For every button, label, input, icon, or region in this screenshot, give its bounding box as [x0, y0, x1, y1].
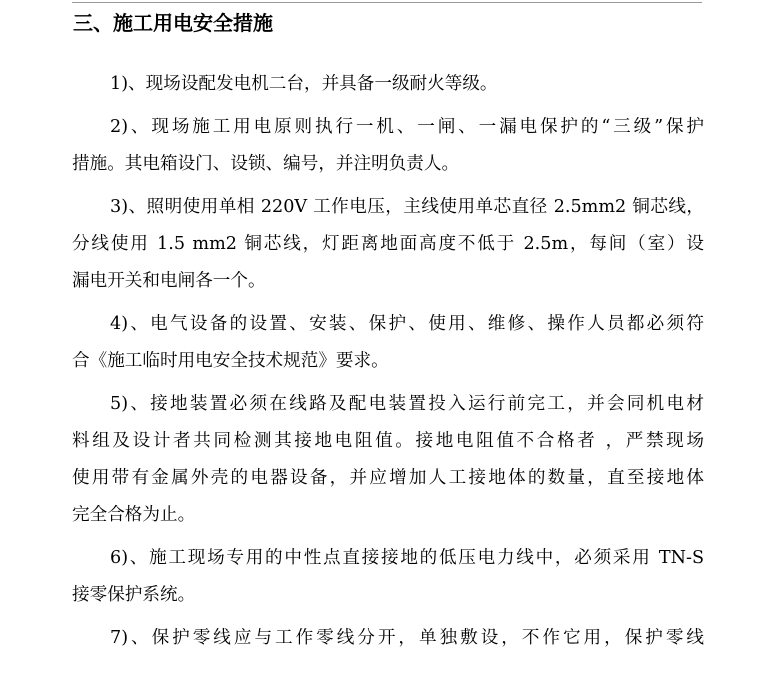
- paragraph-line: 1)、现场设配发电机二台，并具备一级耐火等级。: [110, 74, 498, 94]
- paragraph-6: [72, 540, 704, 614]
- paragraph-line: 5)、接地装置必须在线路及配电装置投入运行前完工，并会同机电材: [110, 394, 704, 414]
- paragraph-3: [72, 189, 704, 300]
- paragraph-1: [72, 66, 704, 103]
- paragraph-line: 4)、电气设备的设置、安装、保护、使用、维修、操作人员都必须符: [110, 314, 704, 334]
- paragraph-7: [72, 620, 704, 657]
- paragraph-line: 漏电开关和电闸各一个。: [72, 271, 266, 291]
- paragraph-2: [72, 109, 704, 183]
- paragraph-line: 措施。其电箱设门、设锁、编号，并注明负责人。: [72, 154, 460, 174]
- paragraph-4: [72, 306, 704, 380]
- paragraph-line: 使用带有金属外壳的电器设备，并应增加人工接地体的数量，直至接地体: [72, 468, 704, 488]
- paragraph-line: 完全合格为止。: [72, 505, 196, 525]
- paragraph-line: 2)、现场施工用电原则执行一机、一闸、一漏电保护的“三级”保护: [110, 117, 704, 137]
- paragraph-line: 7)、保护零线应与工作零线分开，单独敷设，不作它用，保护零线: [110, 628, 704, 648]
- top-rule: [72, 2, 702, 3]
- body-text: [72, 66, 704, 663]
- paragraph-line: 6)、施工现场专用的中性点直接接地的低压电力线中，必须采用 TN-S: [110, 548, 704, 568]
- paragraph-5: [72, 386, 704, 534]
- paragraph-line: 分线使用 1.5 mm2 铜芯线，灯距离地面高度不低于 2.5m，每间（室）设: [72, 234, 704, 254]
- paragraph-line: 3)、照明使用单相 220V 工作电压，主线使用单芯直径 2.5mm2 铜芯线，: [110, 197, 704, 217]
- paragraph-line: 合《施工临时用电安全技术规范》要求。: [72, 351, 389, 371]
- paragraph-line: 料组及设计者共同检测其接地电阻值。接地电阻值不合格者 ，严禁现场: [72, 431, 704, 451]
- paragraph-line: 接零保护系统。: [72, 585, 196, 605]
- section-heading: 三、施工用电安全措施: [73, 11, 273, 35]
